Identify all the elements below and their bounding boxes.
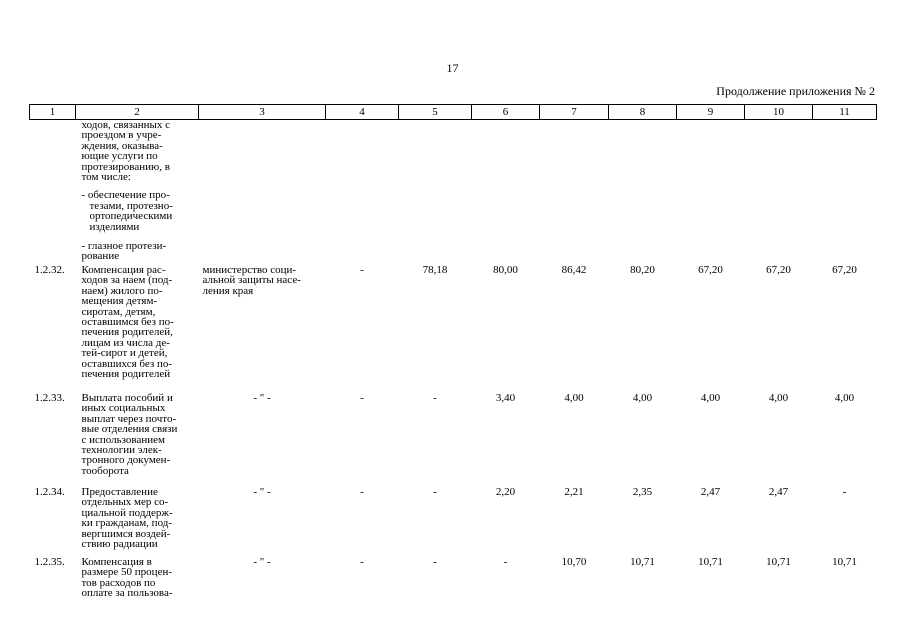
text-line: мещения детям- (81, 295, 158, 308)
column-number-header (30, 105, 877, 120)
row-organization: - " - (253, 555, 271, 568)
text-line: отдельных мер со- (81, 496, 169, 509)
cell-col8: 10,71 (630, 555, 655, 568)
cell-col5: 78,18 (422, 263, 448, 276)
cell-col4: - (360, 485, 364, 498)
page-number: 17 (446, 61, 459, 75)
cell-col7: 86,42 (561, 263, 587, 276)
text-line: иных социальных (81, 402, 166, 415)
row-organization (199, 262, 326, 390)
cell-col9: 2,47 (700, 485, 721, 498)
col-header: 5 (399, 105, 472, 120)
col-header: 9 (677, 105, 745, 120)
table-row (30, 484, 877, 554)
text-line: выплат через почто- (81, 412, 177, 425)
text-line: Компенсация рас- (81, 263, 166, 276)
text-line: тронного докумен- (81, 454, 171, 467)
text-line: печения родителей (81, 367, 171, 380)
cell-col4: - (360, 391, 364, 404)
carryover-description: ходов, связанных с проездом в учре- ждения, оказыва- ющие услуги по протезированию, в том числе: - обеспечение про- тезами, протезно- ортопедическими изделиями - глазное протези- рование (76, 120, 199, 262)
row-description (76, 390, 199, 484)
row-code: 1.2.33. (34, 391, 65, 404)
row-organization: - " - (253, 391, 271, 404)
table-row (30, 390, 877, 484)
cell-col5: - (433, 555, 437, 568)
table-row-carryover (30, 120, 877, 262)
cell-col7: 2,21 (564, 485, 584, 498)
text-line: Выплата пособий и (81, 391, 173, 404)
row-code: 1.2.32. (34, 263, 65, 276)
col-header: 1 (30, 105, 76, 120)
cell-col10: 10,71 (766, 555, 791, 568)
text-line: тов расходов по (81, 576, 156, 589)
cell-col8: 4,00 (632, 391, 653, 404)
text-line: технологии элек- (81, 443, 162, 456)
cell-col5: - (433, 391, 437, 404)
text-line: тооборота (81, 464, 129, 477)
continuation-label: Продолжение приложения № 2 (716, 84, 875, 98)
table-row (30, 554, 877, 602)
text-line: оставшихся без по- (81, 357, 173, 370)
text-line: ствию радиации (81, 537, 158, 550)
text-line: вые отделения связи (81, 423, 178, 436)
text-line: оплате за пользова- (81, 587, 173, 600)
cell-col9: 10,71 (698, 555, 723, 568)
budget-table (29, 104, 877, 602)
col-header: 2 (76, 105, 199, 120)
text-line: вергшимся воздей- (81, 527, 171, 540)
cell-col7: 10,70 (561, 555, 587, 568)
text-line: лицам из числа де- (81, 336, 170, 349)
table-row (30, 262, 877, 390)
text-line: ления края (202, 284, 254, 297)
cell-col6: 80,00 (493, 263, 518, 276)
cell-col11: 10,71 (832, 555, 857, 568)
cell-col6: 3,40 (495, 391, 516, 404)
text-line: ки гражданам, под- (81, 517, 173, 530)
row-description (76, 262, 199, 390)
text-line: размере 50 процен- (81, 566, 173, 579)
text-line: с использованием (81, 433, 165, 446)
text-line: ходов за наем (под- (81, 274, 173, 287)
cell-col9: 4,00 (700, 391, 721, 404)
cell-col5: - (433, 485, 437, 498)
cell-col11: 4,00 (834, 391, 855, 404)
text-line: министерство соци- (202, 263, 297, 276)
text-line: Предоставление (81, 485, 158, 498)
cell-col8: 80,20 (630, 263, 655, 276)
cell-col10: 4,00 (768, 391, 789, 404)
cell-col6: 2,20 (495, 485, 516, 498)
cell-col7: 4,00 (564, 391, 584, 404)
text-line: циальной поддерж- (81, 506, 173, 519)
row-description (76, 554, 199, 602)
row-organization: - " - (253, 485, 271, 498)
row-code: 1.2.35. (34, 555, 65, 568)
text-line: сиротам, детям, (81, 305, 156, 318)
text-line: альной защиты насе- (202, 274, 301, 287)
text-line: тей-сирот и детей, (81, 347, 168, 360)
cell-col4: - (360, 555, 364, 568)
cell-col4: - (360, 263, 364, 276)
col-header: 3 (199, 105, 326, 120)
subitem-eye-prosthetics: - глазное протези- рование (81, 240, 167, 263)
cell-col6: - (503, 555, 508, 568)
col-header: 6 (472, 105, 540, 120)
text-line: печения родителей, (81, 326, 173, 339)
cell-col11: - (842, 485, 847, 498)
col-header: 8 (609, 105, 677, 120)
text-line: Компенсация в (81, 555, 152, 568)
col-header: 4 (326, 105, 399, 120)
col-header: 11 (813, 105, 877, 120)
text-line: наем) жилого по- (81, 284, 163, 297)
row-description (76, 484, 199, 554)
cell-col11: 67,20 (832, 263, 857, 276)
cell-col9: 67,20 (698, 263, 723, 276)
cell-col10: 67,20 (766, 263, 791, 276)
cell-col8: 2,35 (632, 485, 653, 498)
row-code: 1.2.34. (34, 485, 65, 498)
col-header: 7 (540, 105, 609, 120)
text-line: оставшимся без по- (81, 315, 174, 328)
cell-col10: 2,47 (768, 485, 789, 498)
subitem-prosthetics: - обеспечение про- тезами, протезно- ортопедическими изделиями (81, 189, 173, 233)
col-header: 10 (745, 105, 813, 120)
